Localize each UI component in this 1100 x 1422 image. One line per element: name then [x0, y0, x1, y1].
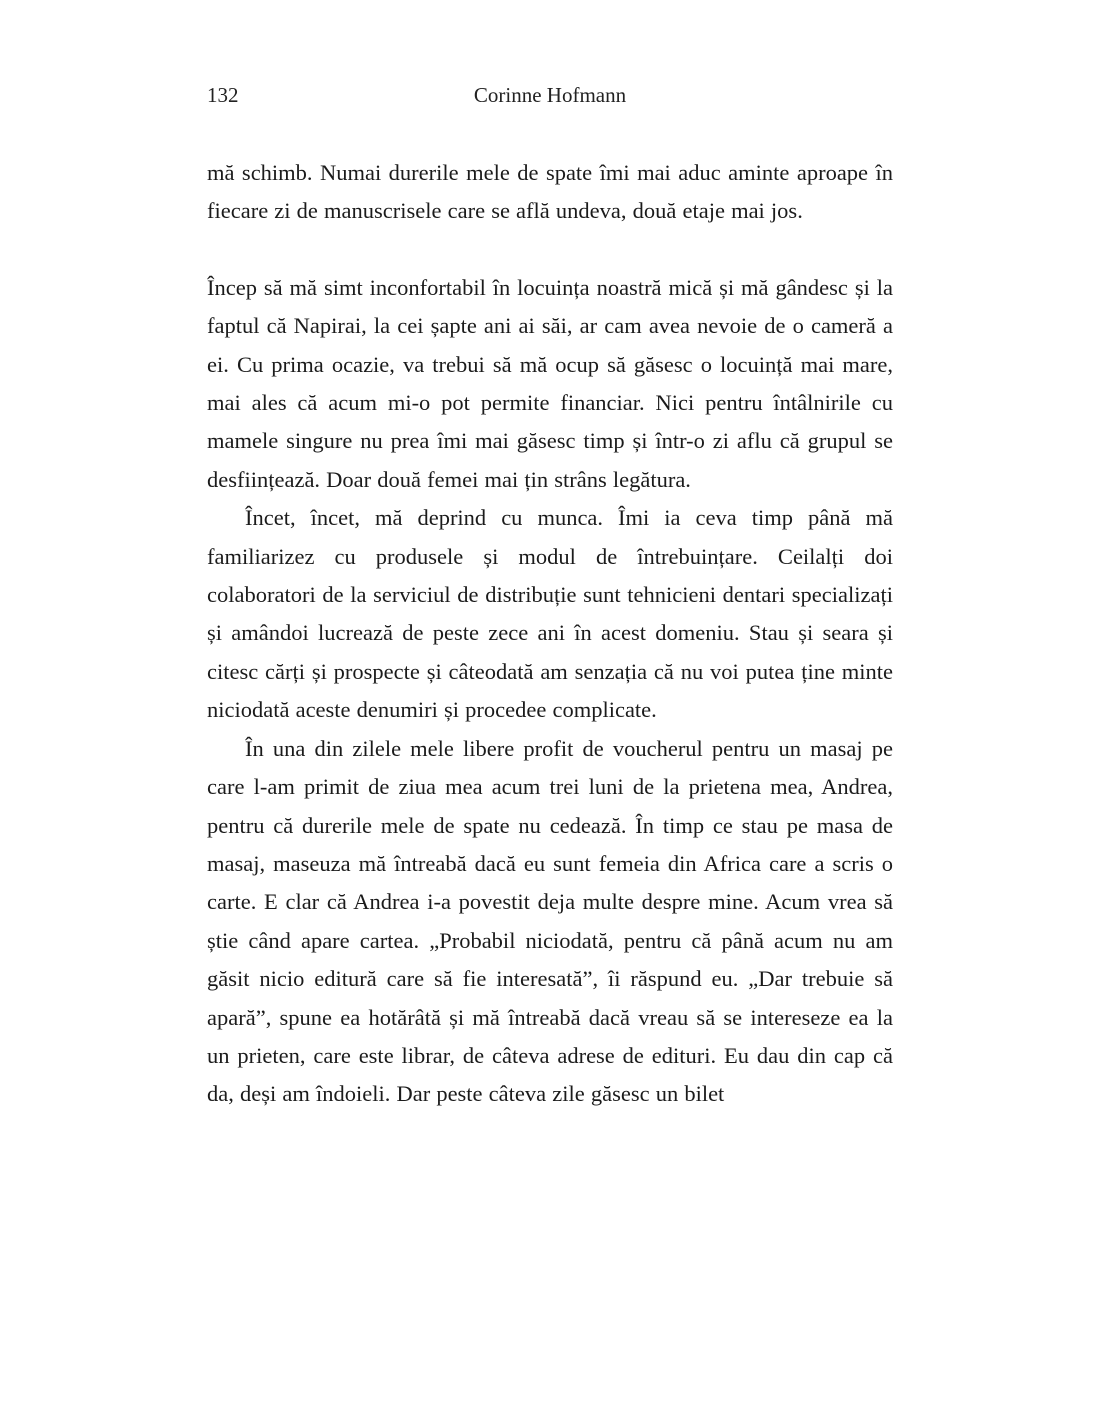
- page-header: [207, 80, 893, 110]
- body-text: [207, 154, 893, 1114]
- page-number: 132: [207, 83, 239, 107]
- paragraph: Încet, încet, mă deprind cu munca. Îmi ia ceva timp până mă familiarizez cu produsele și modul de întrebuințare. Ceilalți doi colaboratori de la serviciul de distribuție sunt tehnicieni dentari specializați și amândoi lucrează de peste zece ani în acest domeniu. Stau și seara și citesc cărți și prospecte și câteodată am senzația că nu voi putea ține minte niciodată aceste denumiri și procedee complicate.: [207, 505, 893, 723]
- paragraph: În una din zilele mele libere profit de voucherul pentru un masaj pe care l-am primit de ziua mea acum trei luni de la prietena mea, Andrea, pentru că durerile mele de spate nu cedează. În timp ce stau pe masa de masaj, maseuza mă întreabă dacă eu sunt femeia din Africa care a scris o carte. E clar că Andrea i-a povestit deja multe despre mine. Acum vrea să știe când apare cartea. „Probabil niciodată, pentru că până acum nu am găsit nicio editură care să fie interesată”, îi răspund eu. „Dar trebuie să apară”, spune ea hotărâtă și mă întreabă dacă vreau să se intereseze ea la un prieten, care este librar, de câteva adrese de edituri. Eu dau din cap că da, deși am îndoieli. Dar peste câteva zile găsesc un bilet: [207, 735, 893, 1107]
- paragraph: Încep să mă simt inconfortabil în locuința noastră mică și mă gândesc și la faptul că Napirai, la cei șapte ani ai săi, ar cam avea nevoie de o cameră a ei. Cu prima ocazie, va trebui să mă ocup să găsesc o locuință mai mare, mai ales că acum mi-o pot permite financiar. Nici pentru întâlnirile cu mamele singure nu prea îmi mai găsesc timp și într-o zi aflu că grupul se desființează. Doar două femei mai țin strâns legătura.: [207, 274, 893, 492]
- running-header-author: Corinne Hofmann: [473, 83, 627, 107]
- paragraph-continuation: mă schimb. Numai durerile mele de spate îmi mai aduc aminte aproape în fiecare zi de manuscrisele care se află undeva, două etaje mai jos.: [207, 160, 893, 224]
